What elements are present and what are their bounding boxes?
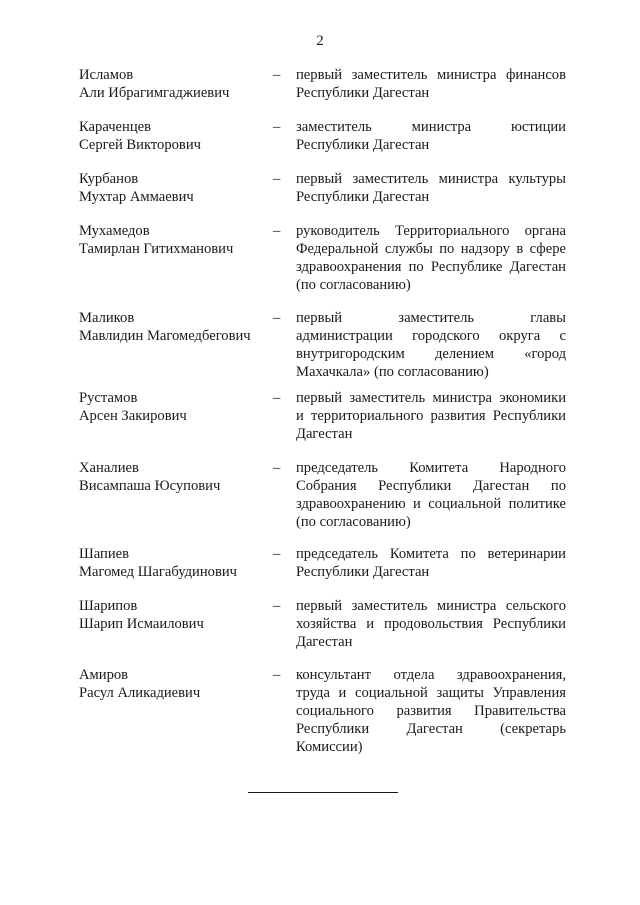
dash-separator: – [273,390,281,406]
position-line: Собрания Республики Дагестан по [296,478,566,494]
position-line: (по согласованию) [296,514,411,530]
member-name [79,597,269,633]
position-line: внутригородским делением «город [296,346,566,362]
member-given-names: Мухтар Аммаевич [79,189,194,205]
position-line: первый заместитель министра культуры [296,171,566,187]
position-line: первый заместитель министра финансов [296,67,566,83]
position-line: консультант отдела здравоохранения, [296,667,566,683]
dash-separator: – [273,119,281,135]
dash-separator: – [273,546,281,562]
member-surname: Шапиев [79,546,129,562]
member-surname: Ханалиев [79,460,139,476]
member-surname: Курбанов [79,171,139,187]
member-name [79,222,269,258]
dash-separator: – [273,310,281,326]
position-line: и территориального развития Республики [296,408,566,424]
member-given-names: Висампаша Юсупович [79,478,221,494]
position-line: здравоохранения по Республике Дагестан [296,259,566,275]
position-line: Республики Дагестан [296,564,430,580]
dash-separator: – [273,598,281,614]
dash-separator: – [273,667,281,683]
member-position [296,666,566,756]
member-given-names: Мавлидин Магомедбегович [79,328,251,344]
member-given-names: Шарип Исмаилович [79,616,204,632]
position-line: Республики Дагестан (секретарь [296,721,566,737]
member-position [296,389,566,443]
position-line: хозяйства и продовольствия Республики [296,616,566,632]
member-name [79,118,269,154]
position-line: Махачкала» (по согласованию) [296,364,489,380]
position-line: Дагестан [296,634,353,650]
member-surname: Амиров [79,667,129,683]
member-name [79,666,269,702]
member-given-names: Магомед Шагабудинович [79,564,237,580]
member-position [296,170,566,206]
member-name [79,66,269,102]
member-position [296,309,566,381]
member-given-names: Али Ибрагимгаджиевич [79,85,230,101]
member-name [79,545,269,581]
position-line: (по согласованию) [296,277,411,293]
member-name [79,309,269,345]
member-surname: Шарипов [79,598,138,614]
position-line: первый заместитель главы [296,310,566,326]
member-surname: Мухамедов [79,223,150,239]
position-line: руководитель Территориального органа [296,223,566,239]
position-line: социального развития Правительства [296,703,566,719]
member-surname: Рустамов [79,390,138,406]
position-line: Республики Дагестан [296,189,430,205]
position-line: Дагестан [296,426,353,442]
dash-separator: – [273,460,281,476]
page-number: 2 [316,33,324,49]
member-surname: Исламов [79,67,134,83]
member-given-names: Тамирлан Гитихманович [79,241,234,257]
position-line: заместитель министра юстиции [296,119,566,135]
position-line: первый заместитель министра экономики [296,390,566,406]
member-position [296,545,566,581]
position-line: здравоохранению и социальной политике [296,496,566,512]
dash-separator: – [273,223,281,239]
member-surname: Маликов [79,310,135,326]
member-given-names: Сергей Викторович [79,137,201,153]
position-line: первый заместитель министра сельского [296,598,566,614]
member-name [79,170,269,206]
member-position [296,118,566,154]
member-given-names: Расул Аликадиевич [79,685,201,701]
position-line: Республики Дагестан [296,137,430,153]
member-position [296,66,566,102]
dash-separator: – [273,67,281,83]
member-given-names: Арсен Закирович [79,408,187,424]
position-line: труда и социальной защиты Управления [296,685,566,701]
position-line: Федеральной службы по надзору в сфере [296,241,566,257]
member-position [296,459,566,531]
member-name [79,389,269,425]
member-surname: Караченцев [79,119,152,135]
closing-rule [248,792,398,793]
position-line: администрации городского округа с [296,328,566,344]
dash-separator: – [273,171,281,187]
member-name [79,459,269,495]
position-line: председатель Комитета по ветеринарии [296,546,566,562]
position-line: Республики Дагестан [296,85,430,101]
member-position [296,597,566,651]
position-line: председатель Комитета Народного [296,460,566,476]
position-line: Комиссии) [296,739,363,755]
member-position [296,222,566,294]
